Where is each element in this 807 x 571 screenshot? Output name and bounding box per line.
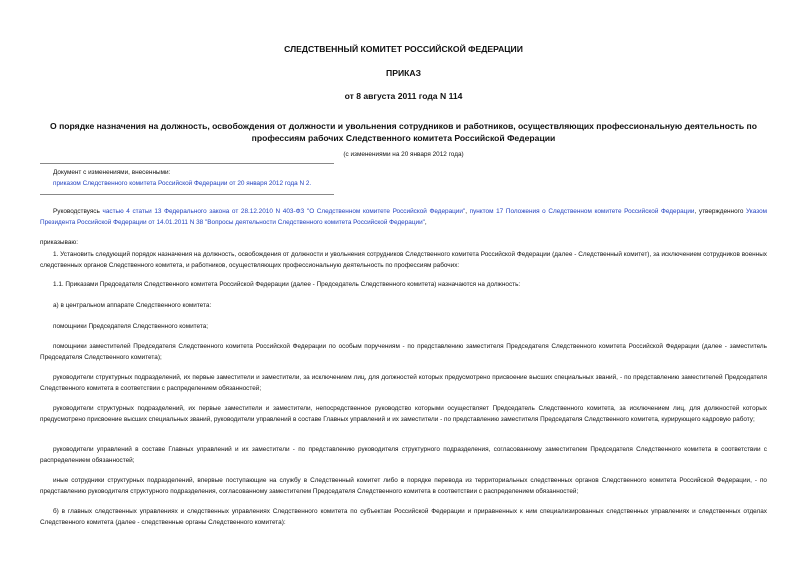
decree-link[interactable]: Указом Президента Российской Федерации от 14.01.2011 N 38 "Вопросы деятельности Следственного комитета Российской Федерации"	[40, 208, 768, 226]
paragraph: иные сотрудники структурных подразделений, впервые поступающие на службу в Следственный комитет либо в порядке перевода из территориальных следственных органов Следственного комитета Российской Федерации, - по представлению руководителя структурного подразделения, согласованному заместителем Председателя Следственного комитета в соответствии с распределением обязанностей;	[40, 477, 767, 495]
amendment-link[interactable]: приказом Следственного комитета Российской Федерации от 20 января 2012 года N 2.	[53, 180, 312, 187]
paragraph: а) в центральном аппарате Следственного комитета:	[53, 302, 212, 309]
preamble-text: ,	[424, 218, 427, 226]
paragraph: руководители структурных подразделений, их первые заместители и заместители, непосредственное руководство которыми осуществляет Председатель Следственного комитета, за исключением лиц, для должностей которых предусмотрено присвоение высших специальных званий, руководители управлений в составе Главных управлений и их заместители - по представлению заместителя Председателя Следственного комитета, курирующего кадровую работу;	[40, 405, 767, 423]
divider-bottom	[40, 194, 334, 195]
document-date: от 8 августа 2011 года N 114	[344, 91, 463, 101]
preamble-text: ,	[465, 208, 470, 215]
preamble-text: , утвержденного	[694, 208, 747, 215]
order-word: приказываю:	[40, 239, 78, 246]
paragraph: руководители структурных подразделений, их первые заместители и заместители, за исключением лиц, для должностей которых предусмотрено присвоение высших специальных званий, - по представлению заместителей Председателя Следственного комитета в соответствии с распределением обязанностей;	[40, 374, 767, 392]
divider-top	[40, 163, 334, 164]
document-title: О порядке назначения на должность, освобождения от должности и увольнения сотрудников и работников, осуществляющих профессиональную деятельность по профессиям рабочих Следственного комитета Российской Федерации	[50, 121, 757, 143]
paragraph: руководители управлений в составе Главных управлений и их заместители - по представлению руководителя структурного подразделения, согласованному заместителем Председателя Следственного комитета в соответствии с распределением обязанностей;	[40, 446, 767, 464]
preamble-text: Руководствуясь	[53, 208, 103, 215]
paragraph: помощники Председателя Следственного комитета;	[53, 323, 209, 330]
organization-heading: СЛЕДСТВЕННЫЙ КОМИТЕТ РОССИЙСКОЙ ФЕДЕРАЦИИ	[284, 44, 523, 54]
amendments-note: (с изменениями на 20 января 2012 года)	[343, 151, 464, 158]
document-type-heading: ПРИКАЗ	[386, 68, 421, 78]
amendments-box-label: Документ с изменениями, внесенными:	[53, 169, 171, 176]
regulation-link[interactable]: пунктом 17 Положения о Следственном комитете Российской Федерации	[469, 208, 695, 215]
preamble-paragraph	[40, 207, 767, 228]
law-link[interactable]: частью 4 статьи 13 Федерального закона от 28.12.2010 N 403-ФЗ "О Следственном комитете Российской Федерации"	[102, 208, 466, 215]
paragraph: 1.1. Приказами Председателя Следственного комитета Российской Федерации (далее - Председатель Следственного комитета) назначаются на должность:	[53, 281, 521, 288]
paragraph: б) в главных следственных управлениях и следственных управлениях Следственного комитета по субъектам Российской Федерации и приравненных к ним специализированных следственных управлениях и следственных отделах Следственного комитета (далее - следственные органы Следственного комитета):	[40, 508, 767, 526]
paragraph: 1. Установить следующий порядок назначения на должность, освобождения от должности и увольнения сотрудников Следственного комитета Российской Федерации (далее - Следственный комитет), за исключением сотрудников военных следственных органов Следственного комитета, и работников, осуществляющих профессиональную деятельность по профессиям рабочих:	[40, 251, 767, 269]
paragraph: помощники заместителей Председателя Следственного комитета Российской Федерации по особым поручениям - по представлению заместителя Председателя Следственного комитета Российской Федерации (далее - заместитель Председателя Следственного комитета);	[40, 343, 767, 361]
